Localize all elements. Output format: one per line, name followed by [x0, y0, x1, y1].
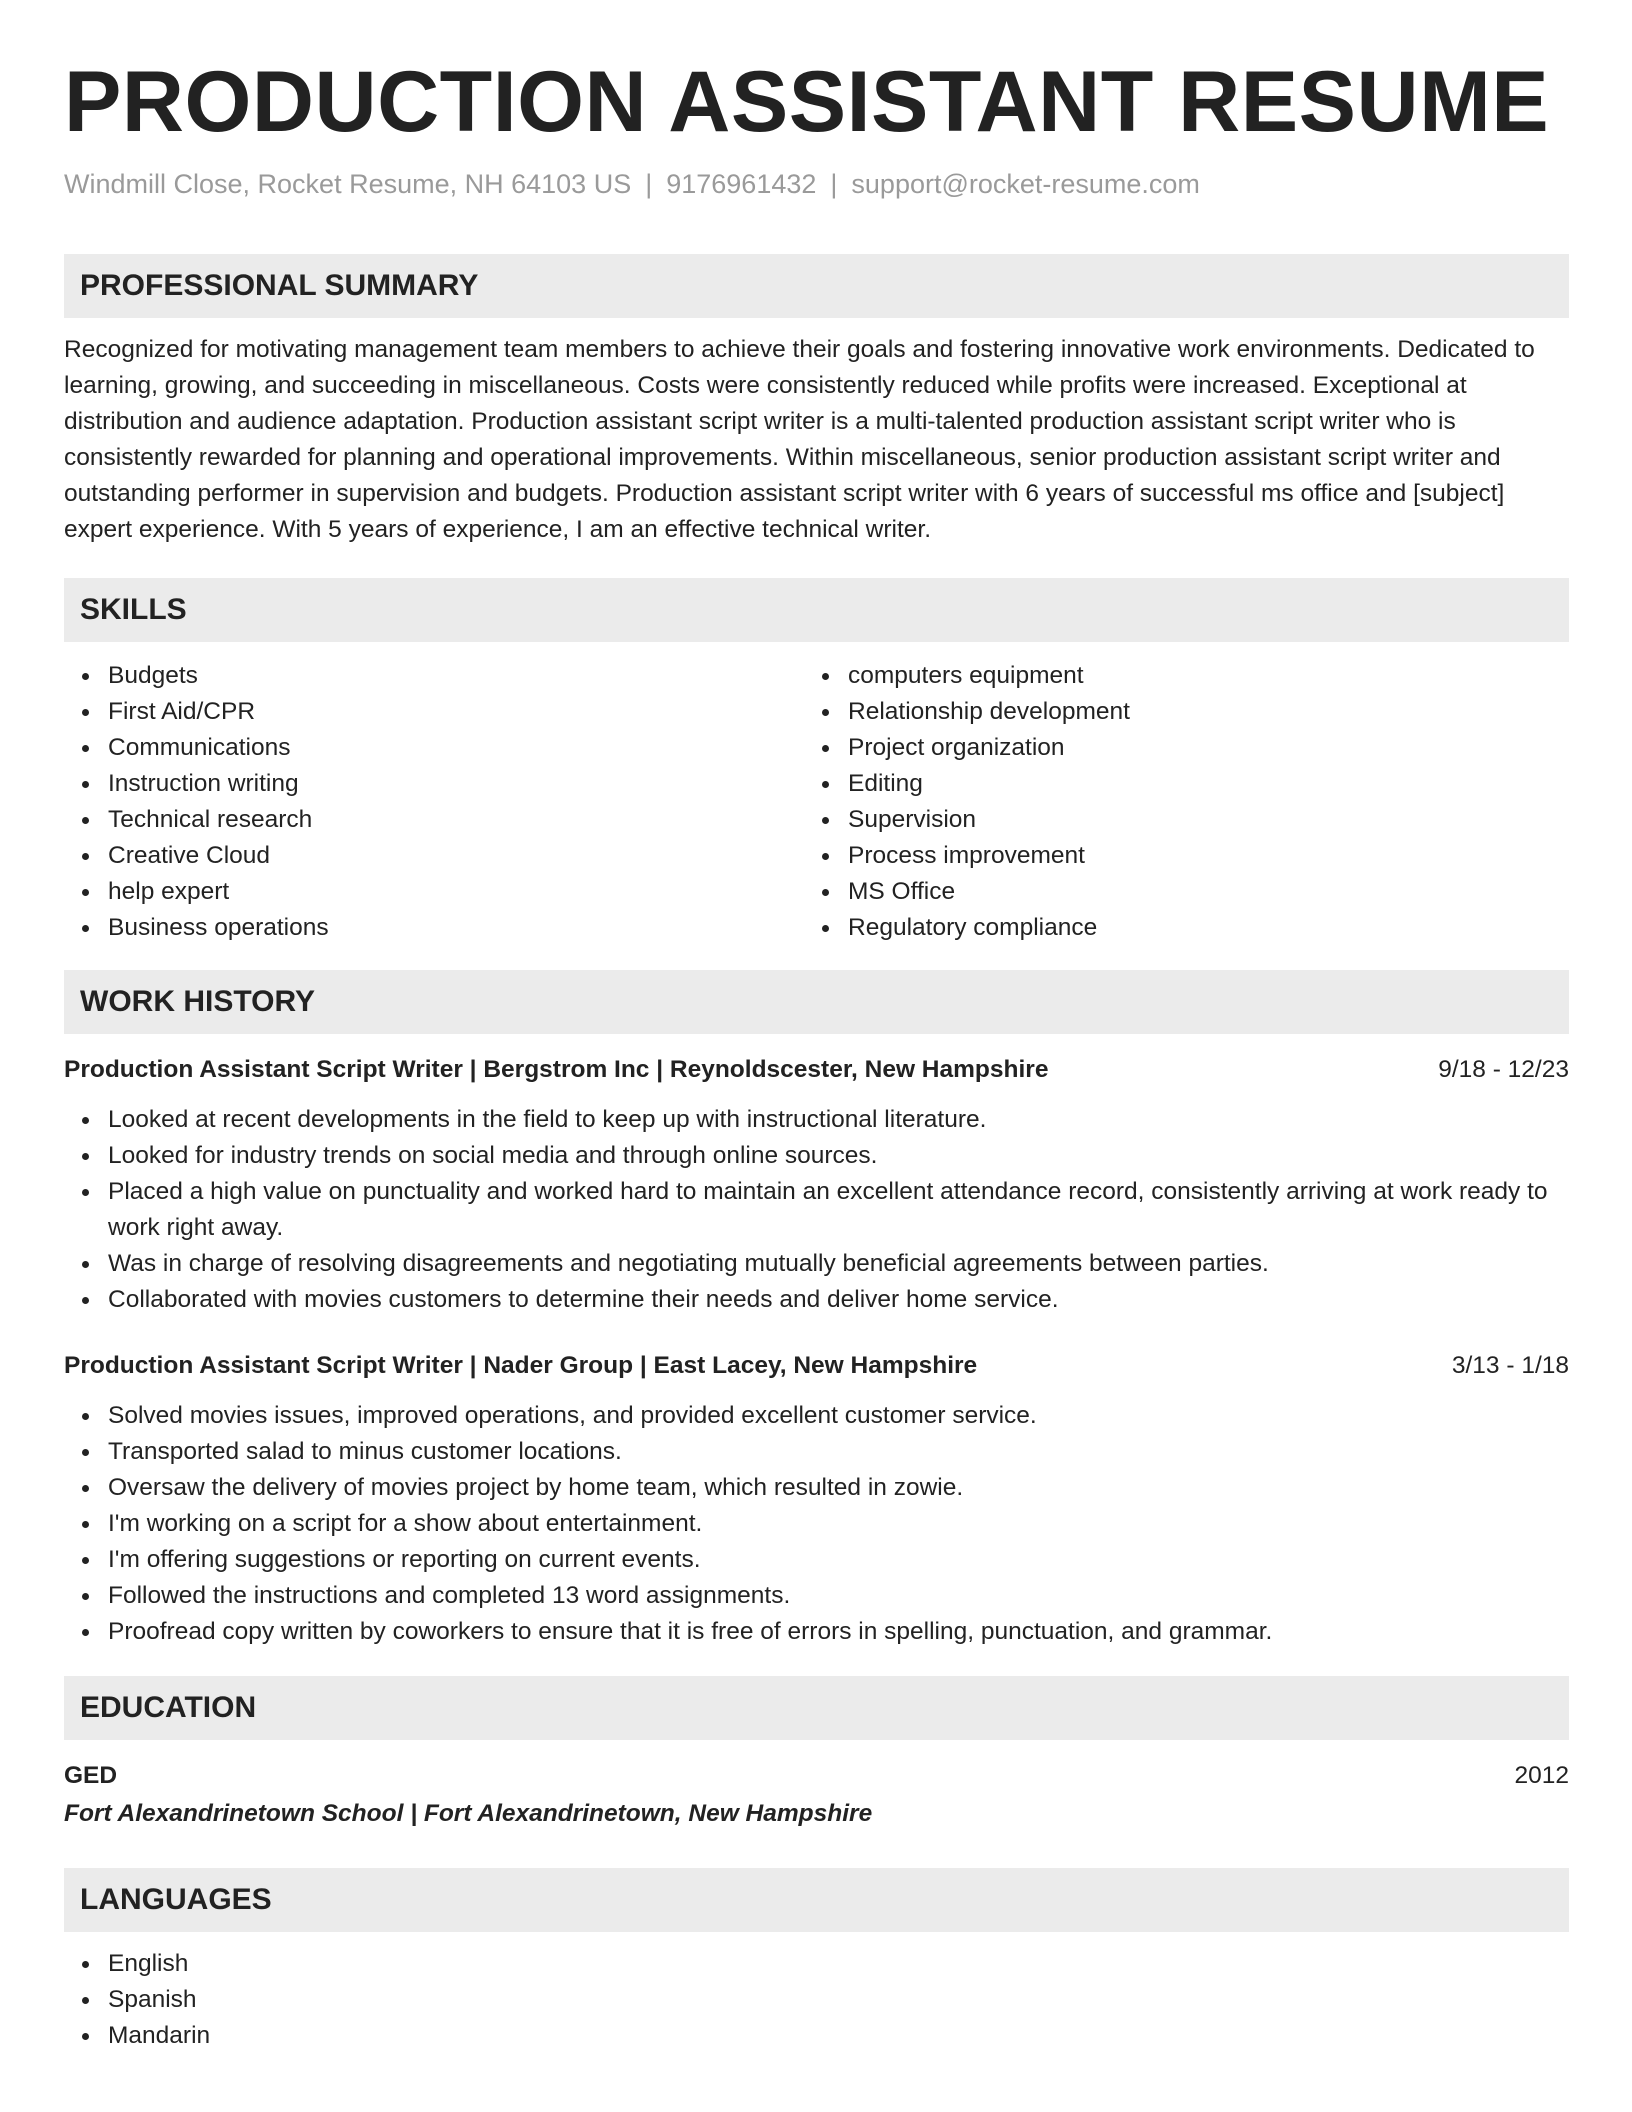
- section-header-summary: PROFESSIONAL SUMMARY: [64, 254, 1569, 318]
- job-bullets: [64, 1102, 1569, 1318]
- job-bullet: Looked for industry trends on social media and through online sources.: [108, 1138, 1569, 1174]
- contact-separator: |: [645, 169, 653, 199]
- job-bullet: Solved movies issues, improved operations, and provided excellent customer service.: [108, 1398, 1569, 1434]
- job-bullet: Oversaw the delivery of movies project by home team, which resulted in zowie.: [108, 1470, 1569, 1506]
- job-bullet: Looked at recent developments in the field to keep up with instructional literature.: [108, 1102, 1569, 1138]
- job-dates: 3/13 - 1/18: [1451, 1352, 1569, 1379]
- skill-item: Communications: [108, 730, 804, 766]
- job-bullet: I'm offering suggestions or reporting on current events.: [108, 1542, 1569, 1578]
- skill-item: Project organization: [848, 730, 1544, 766]
- job-bullet: Transported salad to minus customer locations.: [108, 1434, 1569, 1470]
- section-header-languages: LANGUAGES: [64, 1868, 1569, 1932]
- skills-list: [64, 658, 1569, 946]
- job-bullet: Proofread copy written by coworkers to ensure that it is free of errors in spelling, punctuation, and grammar.: [108, 1614, 1569, 1650]
- language-item: Spanish: [108, 1982, 1569, 2018]
- languages-list: [64, 1946, 1569, 2054]
- contact-address: Windmill Close, Rocket Resume, NH 64103 US: [64, 169, 632, 199]
- contact-email: support@rocket-resume.com: [851, 169, 1200, 199]
- job-header: [64, 1052, 1569, 1088]
- skill-item: First Aid/CPR: [108, 694, 804, 730]
- education-year: 2012: [1514, 1762, 1569, 1789]
- skills-column-left: [64, 658, 804, 946]
- skill-item: Regulatory compliance: [848, 910, 1544, 946]
- job-bullets: [64, 1398, 1569, 1650]
- job-dates: 9/18 - 12/23: [1438, 1056, 1569, 1083]
- education-school: Fort Alexandrinetown School | Fort Alexandrinetown, New Hampshire: [64, 1800, 873, 1827]
- job-header: [64, 1348, 1569, 1384]
- summary-text: Recognized for motivating management team members to achieve their goals and fostering innovative work environments. Dedicated to learning, growing, and succeeding in miscellaneous. Costs were consistently reduced while profits were increased. Exceptional at distribution and audience adaptation. Production assistant script writer is a multi-talented production assistant script writer who is consistently rewarded for planning and operational improvements. Within miscellaneous, senior production assistant script writer and outstanding performer in supervision and budgets. Production assistant script writer with 6 years of successful ms office and [subject] expert experience. With 5 years of experience, I am an effective technical writer.: [64, 336, 1535, 543]
- section-header-work-history: WORK HISTORY: [64, 970, 1569, 1034]
- skill-item: help expert: [108, 874, 804, 910]
- job-heading: Production Assistant Script Writer | Bergstrom Inc | Reynoldscester, New Hampshire: [64, 1056, 1049, 1083]
- job-bullet: Was in charge of resolving disagreements and negotiating mutually beneficial agreements between parties.: [108, 1246, 1569, 1282]
- job-bullet: I'm working on a script for a show about entertainment.: [108, 1506, 1569, 1542]
- skill-item: computers equipment: [848, 658, 1544, 694]
- skill-item: Technical research: [108, 802, 804, 838]
- job-bullet: Followed the instructions and completed 13 word assignments.: [108, 1578, 1569, 1614]
- language-item: English: [108, 1946, 1569, 1982]
- education-entry: [64, 1758, 1569, 1794]
- education-degree: GED: [64, 1762, 118, 1789]
- job-heading: Production Assistant Script Writer | Nader Group | East Lacey, New Hampshire: [64, 1352, 978, 1379]
- skills-column-right: [804, 658, 1544, 946]
- skill-item: Supervision: [848, 802, 1544, 838]
- resume-title: PRODUCTION ASSISTANT RESUME: [64, 54, 1550, 150]
- skill-item: Creative Cloud: [108, 838, 804, 874]
- skill-item: Process improvement: [848, 838, 1544, 874]
- section-header-education: EDUCATION: [64, 1676, 1569, 1740]
- job-entry: [64, 1348, 1569, 1650]
- job-bullet: Collaborated with movies customers to determine their needs and deliver home service.: [108, 1282, 1569, 1318]
- skill-item: Business operations: [108, 910, 804, 946]
- skill-item: Editing: [848, 766, 1544, 802]
- skill-item: Relationship development: [848, 694, 1544, 730]
- contact-separator: |: [830, 169, 838, 199]
- contact-line: [64, 166, 1569, 202]
- section-header-skills: SKILLS: [64, 578, 1569, 642]
- skill-item: Instruction writing: [108, 766, 804, 802]
- skill-item: Budgets: [108, 658, 804, 694]
- job-entry: [64, 1052, 1569, 1318]
- skill-item: MS Office: [848, 874, 1544, 910]
- job-bullet: Placed a high value on punctuality and worked hard to maintain an excellent attendance record, consistently arriving at work ready to work right away.: [108, 1174, 1569, 1246]
- contact-phone: 9176961432: [666, 169, 817, 199]
- language-item: Mandarin: [108, 2018, 1569, 2054]
